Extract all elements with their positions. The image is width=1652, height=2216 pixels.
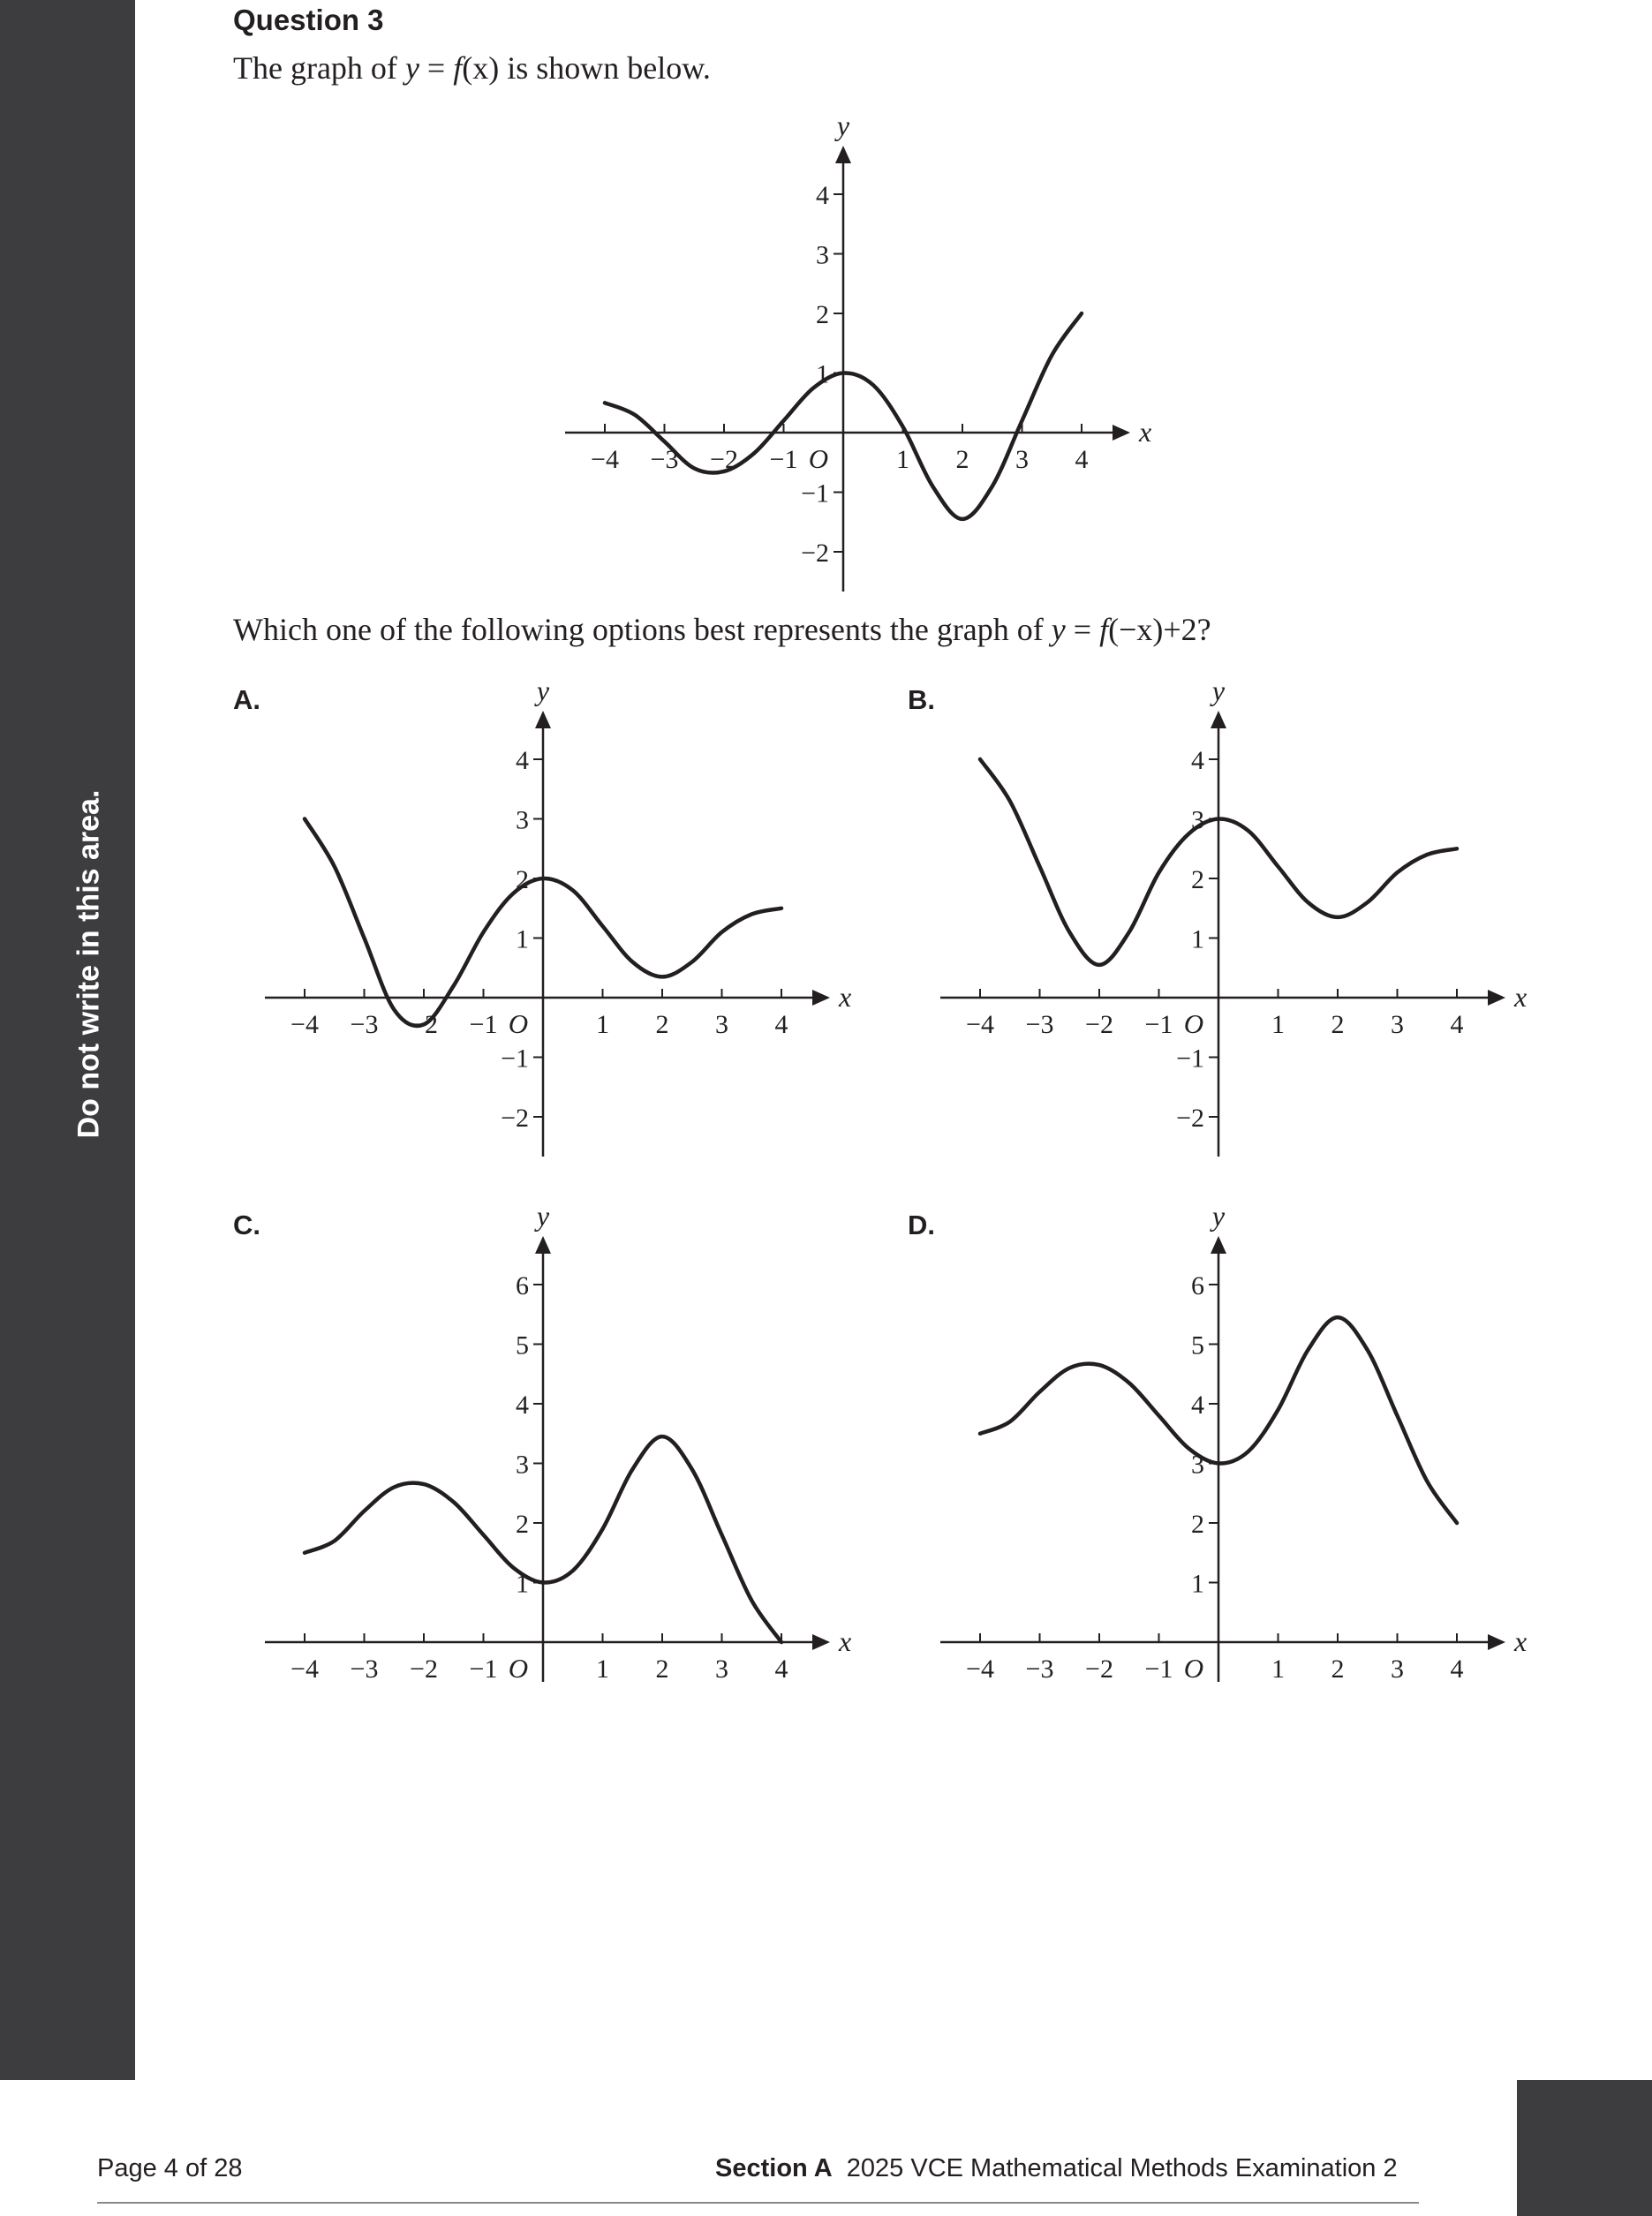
x-tick-label: 1 [596,1010,609,1039]
x-tick-label: 2 [1331,1654,1345,1684]
x-tick-label: −2 [410,1654,438,1684]
x-tick-label: 3 [715,1010,728,1039]
x-tick-label: −3 [1025,1654,1054,1684]
y-tick-label: 6 [516,1271,529,1300]
x-tick-label: −2 [410,1010,438,1039]
option-d-label[interactable]: D. [908,1210,935,1240]
y-tick-label: 3 [516,805,529,835]
x-tick-label: 2 [655,1010,669,1039]
x-axis-label: x [1514,981,1528,1013]
y-tick-label: 3 [816,240,829,270]
x-tick-label: −2 [710,445,738,474]
y-axis-label: y [1211,675,1226,706]
y-tick-label: 2 [1191,865,1204,894]
x-tick-label: 4 [774,1654,788,1684]
y-axis-arrow [535,711,551,728]
x-axis-arrow [812,990,830,1006]
x-tick-label: 1 [596,1654,609,1684]
x-tick-label: −4 [966,1010,994,1039]
y-tick-label: 2 [1191,1510,1204,1539]
y-axis-label: y [536,1200,550,1232]
x-tick-label: 3 [1015,445,1029,474]
origin-label: O [1183,1653,1204,1684]
x-tick-label: −4 [290,1010,319,1039]
x-axis-label: x [839,981,852,1013]
y-axis-arrow [1211,711,1226,728]
footer-exam: 2025 VCE Mathematical Methods Examination 2 [846,2154,1398,2182]
option-c-label[interactable]: C. [233,1210,260,1240]
y-tick-label: −2 [501,1104,529,1133]
y-tick-label: 2 [816,300,829,329]
corner-block [1517,2080,1652,2216]
y-axis-label: y [836,109,850,141]
x-axis-label: x [1514,1625,1528,1657]
x-tick-label: −3 [350,1654,379,1684]
graph-f [565,109,1201,627]
x-tick-label: 4 [1450,1654,1464,1684]
origin-label: O [508,1653,529,1684]
x-tick-label: −1 [1144,1654,1173,1684]
x-tick-label: −3 [1025,1010,1054,1039]
option-a-label[interactable]: A. [233,684,260,715]
do-not-write-notice: Do not write in this area. [72,789,106,1139]
origin-label: O [1183,1008,1204,1039]
x-tick-label: −1 [469,1654,498,1684]
footer-rule [97,2202,1419,2204]
x-axis-arrow [1488,1634,1505,1650]
y-axis-arrow [535,1236,551,1254]
x-tick-label: 4 [1450,1010,1464,1039]
y-tick-label: 4 [1191,746,1204,775]
x-tick-label: 2 [655,1654,669,1684]
graph-option-b[interactable] [940,675,1576,1192]
y-tick-label: −1 [801,479,829,509]
y-tick-label: 2 [516,865,529,894]
x-axis-arrow [812,1634,830,1650]
x-tick-label: 3 [1391,1654,1404,1684]
y-tick-label: 5 [1191,1330,1204,1361]
x-tick-label: 2 [955,445,969,474]
y-tick-label: 5 [516,1330,529,1361]
y-tick-label: −1 [501,1044,529,1074]
x-tick-label: −4 [290,1654,319,1684]
footer-section: Section A [715,2154,833,2182]
graph-option-d[interactable] [940,1200,1576,1717]
y-tick-label: 4 [516,1391,529,1420]
y-tick-label: 1 [516,924,529,954]
x-tick-label: −1 [1144,1010,1173,1039]
y-axis-arrow [835,146,851,163]
y-tick-label: 4 [516,746,529,775]
y-tick-label: 3 [516,1450,529,1480]
origin-label: O [508,1008,529,1039]
y-tick-label: 4 [816,181,829,210]
origin-label: O [808,443,829,474]
option-b-label[interactable]: B. [908,684,935,715]
y-tick-label: −2 [801,539,829,568]
x-tick-label: 1 [1271,1654,1285,1684]
y-tick-label: 1 [1191,924,1204,954]
x-tick-label: 2 [1331,1010,1345,1039]
x-tick-label: −3 [650,445,679,474]
page-number: Page 4 of 28 [97,2154,243,2182]
y-tick-label: 6 [1191,1271,1204,1300]
graph-option-c[interactable] [265,1200,901,1717]
y-tick-label: 4 [1191,1391,1204,1420]
x-axis-arrow [1488,990,1505,1006]
y-tick-label: −2 [1176,1104,1204,1133]
y-axis-label: y [536,675,550,706]
y-tick-label: 3 [1191,1450,1204,1480]
x-axis-label: x [1139,416,1152,448]
x-axis-label: x [839,1625,852,1657]
x-tick-label: −4 [966,1654,994,1684]
x-tick-label: −2 [1085,1654,1113,1684]
question-title: Question 3 [233,4,384,36]
x-tick-label: −1 [769,445,798,474]
x-tick-label: 4 [1075,445,1089,474]
footer-title [715,2154,1398,2183]
y-tick-label: 1 [816,359,829,389]
y-tick-label: 2 [516,1510,529,1539]
y-tick-label: 1 [1191,1569,1204,1599]
x-tick-label: 4 [774,1010,788,1039]
y-tick-label: 1 [516,1569,529,1599]
y-tick-label: −1 [1176,1044,1204,1074]
x-tick-label: 3 [715,1654,728,1684]
margin-sidebar [0,0,135,2080]
x-tick-label: 1 [896,445,909,474]
x-tick-label: −2 [1085,1010,1113,1039]
y-axis-arrow [1211,1236,1226,1254]
x-tick-label: 1 [1271,1010,1285,1039]
question-stem: The graph of y = f(x) is shown below. [233,50,711,86]
stem-arg: (x) [462,50,500,86]
question-prompt: Which one of the following options best represents the graph of y = f(−x)+2? [233,612,1211,647]
x-axis-arrow [1113,425,1130,441]
y-tick-label: 3 [1191,805,1204,835]
graph-option-a[interactable] [265,675,901,1192]
x-tick-label: −1 [469,1010,498,1039]
x-tick-label: −4 [591,445,619,474]
y-axis-label: y [1211,1200,1226,1232]
x-tick-label: 3 [1391,1010,1404,1039]
x-tick-label: −3 [350,1010,379,1039]
